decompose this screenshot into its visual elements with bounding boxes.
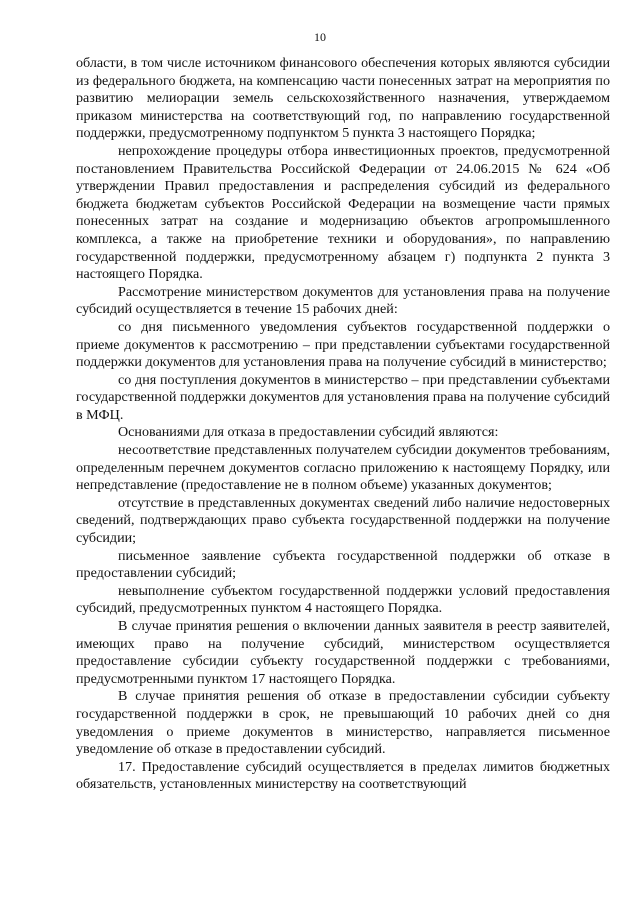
page-number: 10 [314, 30, 326, 44]
paragraph: Основаниями для отказа в предоставлении субсидий являются: [118, 424, 499, 441]
paragraph: В случае принятия решения об отказе в предоставлении субсидии субъекту государственной поддержки в срок, не превышающий 10 рабочих дней со дня уведомления о приеме документов в министерство, направляется письменное уведомление об отказе в предоставлении субсидий. [76, 688, 610, 758]
paragraph: области, в том числе источником финансового обеспечения которых являются субсидии из федерального бюджета, на компенсацию части понесенных затрат на мероприятия по развитию мелиорации земель сельскохозяйственного назначения, утверждаемом приказом министерства на соответствующий год, по направлению государственной поддержки, предусмотренному подпунктом 5 пункта 3 настоящего Порядка; [76, 55, 610, 142]
paragraph: 17. Предоставление субсидий осуществляется в пределах лимитов бюджетных обязательств, установленных министерству на соответствующий [76, 758, 610, 793]
paragraph: невыполнение субъектом государственной поддержки условий предоставления субсидий, предусмотренных пунктом 4 настоящего Порядка. [76, 582, 610, 617]
paragraph: непрохождение процедуры отбора инвестиционных проектов, предусмотренной постановлением Правительства Российской Федерации от 24.06.2015 № 624 «Об утверждении Правил предоставления и распределения субсидий из федерального бюджета бюджетам субъектов Российской Федерации на возмещение части прямых понесенных затрат на создание и модернизацию объектов агропромышленного комплекса, а также на приобретение техники и оборудования», по направлению государственной поддержки, предусмотренному абзацем г) подпункта 2 пункта 3 настоящего Порядка. [76, 142, 610, 283]
paragraph: со дня письменного уведомления субъектов государственной поддержки о приеме документов к рассмотрению – при представлении субъектами государственной поддержки документов для установления права на получение субсидий в министерство; [76, 318, 610, 371]
paragraph: письменное заявление субъекта государственной поддержки об отказе в предоставлении субсидий; [76, 547, 610, 582]
document-body [76, 55, 610, 794]
paragraph: В случае принятия решения о включении данных заявителя в реестр заявителей, имеющих право на получение субсидий, министерством осуществляется предоставление субсидии субъекту государственной поддержки с требованиями, предусмотренными пунктом 17 настоящего Порядка. [76, 618, 610, 687]
paragraph: со дня поступления документов в министерство – при представлении субъектами государственной поддержки документов для установления права на получение субсидий в МФЦ. [76, 371, 610, 423]
paragraph: отсутствие в представленных документах сведений либо наличие недостоверных сведений, подтверждающих право субъекта государственной поддержки на получение субсидии; [76, 494, 610, 547]
paragraph: несоответствие представленных получателем субсидии документов требованиям, определенным перечнем документов согласно приложению к настоящему Порядку, или непредставление (предоставление не в полном объеме) указанных документов; [76, 442, 610, 494]
paragraph: Рассмотрение министерством документов для установления права на получение субсидий осуществляется в течение 15 рабочих дней: [76, 283, 610, 318]
